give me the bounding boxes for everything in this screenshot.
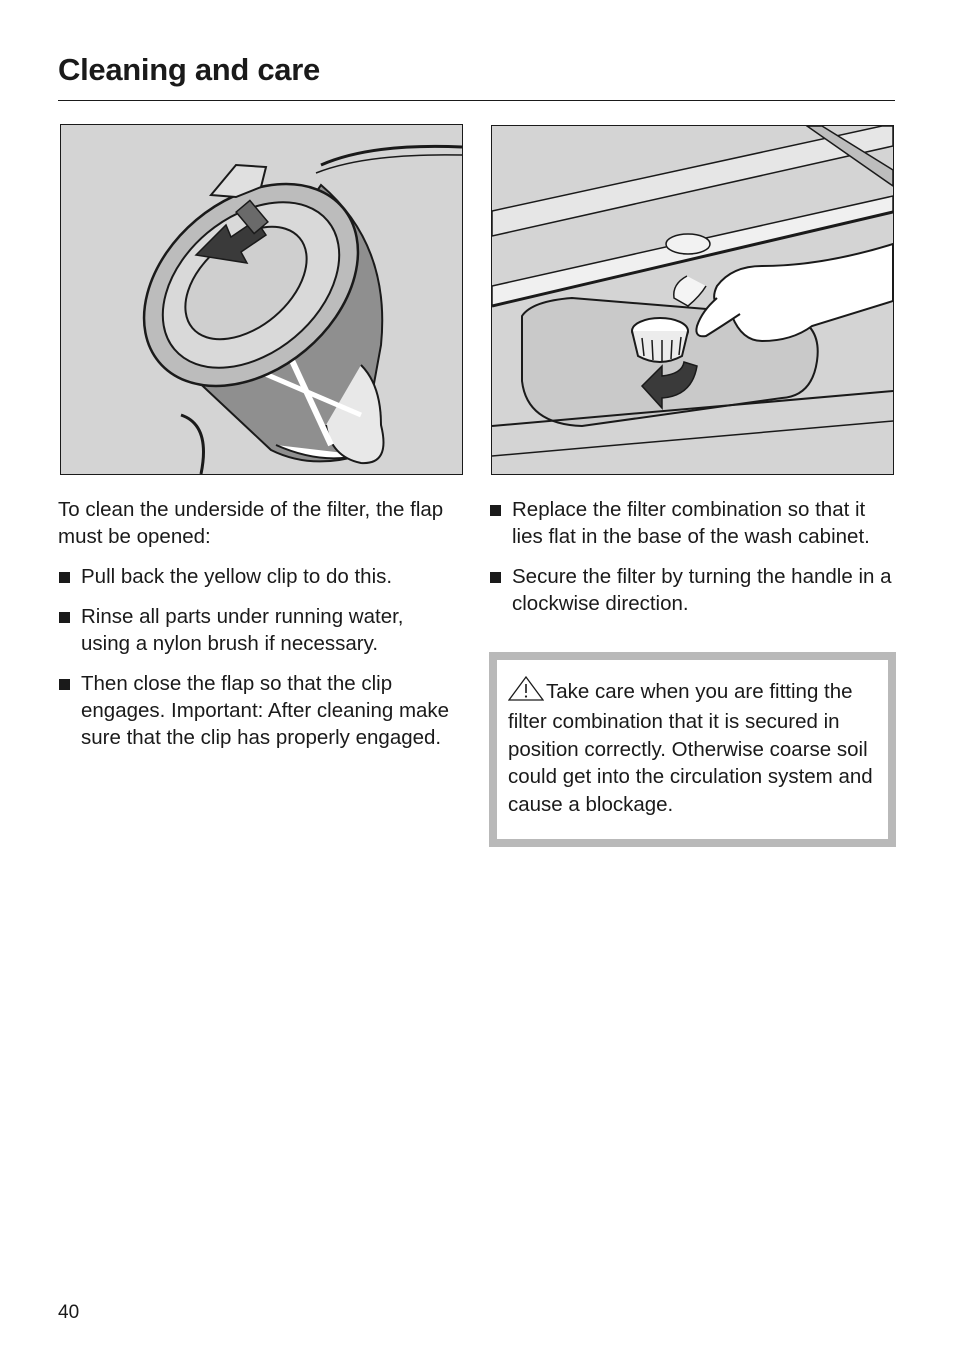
left-column <box>58 496 453 751</box>
list-item <box>489 496 897 550</box>
list-item-text: Pull back the yellow clip to do this. <box>81 565 393 588</box>
bullet-square-icon <box>59 679 70 690</box>
bullet-square-icon <box>490 572 501 583</box>
page-title: Cleaning and care <box>58 52 320 87</box>
warning-triangle-icon <box>508 676 544 708</box>
warning-text: Take care when you are fitting the filter combination that it is secured in position correctly. Otherwise coarse soil could get into the circulation system and cause a blockage. <box>508 680 873 816</box>
list-item-text: Replace the filter combination so that it lies flat in the base of the wash cabinet. <box>512 498 870 548</box>
bullet-square-icon <box>490 505 501 516</box>
list-item-text: Then close the flap so that the clip engages. Important: After cleaning make sure that the clip has properly engaged. <box>81 672 450 749</box>
page-number: 40 <box>58 1302 80 1323</box>
list-item <box>489 563 897 617</box>
list-item-text: Secure the filter by turning the handle in a clockwise direction. <box>512 565 892 615</box>
warning-box <box>489 652 896 847</box>
filter-flap-illustration <box>60 124 463 475</box>
right-column <box>489 496 897 617</box>
title-divider <box>58 100 895 101</box>
list-item <box>58 563 453 590</box>
bullet-square-icon <box>59 572 70 583</box>
list-item <box>58 603 453 657</box>
fitting-filter-illustration <box>491 125 894 475</box>
intro-text: To clean the underside of the filter, the flap must be opened: <box>58 498 444 548</box>
list-item-text: Rinse all parts under running water, using a nylon brush if necessary. <box>81 605 404 655</box>
warning-content <box>497 660 888 839</box>
bullet-square-icon <box>59 612 70 623</box>
list-item <box>58 670 453 751</box>
